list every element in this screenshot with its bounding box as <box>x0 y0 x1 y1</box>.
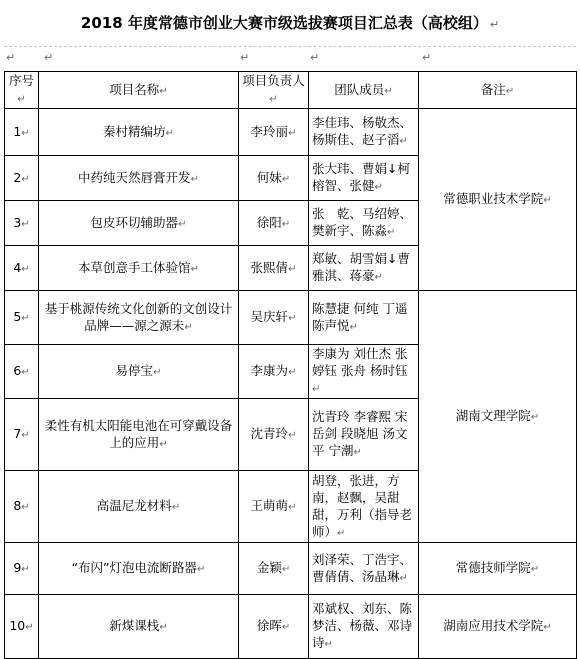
cell-seq: 9↵ <box>5 543 39 595</box>
cell-leader: 徐晖↵ <box>239 595 309 659</box>
cell-remarks: 湖南应用技术学院↵ <box>419 595 577 659</box>
cell-seq: 4↵ <box>5 246 39 291</box>
cell-leader: 李玲丽↵ <box>239 109 309 156</box>
cell-members: 张大玮、曹娟↓柯榕智、张健↵ <box>309 156 419 201</box>
cell-project: “布闪”灯泡电流断路器↵ <box>39 543 239 595</box>
header-row <box>5 72 577 109</box>
spacer-mark: ↵ <box>310 51 320 64</box>
cell-seq: 3↵ <box>5 201 39 246</box>
spacer-mark: ↵ <box>44 51 54 64</box>
cell-project: 易停宝↵ <box>39 345 239 399</box>
cell-leader: 李康为↵ <box>239 345 309 399</box>
cell-project: 柔性有机太阳能电池在可穿戴设备上的应用↵ <box>39 399 239 471</box>
cell-members: 李康为 刘仕杰 张婷钰 张舟 杨时钰↵ <box>309 345 419 399</box>
cell-members: 邓斌权、刘东、陈梦洁、杨薇、邓诗诗↵ <box>309 595 419 659</box>
cell-leader: 王萌萌↵ <box>239 471 309 543</box>
cell-members: 张 乾、马绍婷、樊新宇、陈淼↵ <box>309 201 419 246</box>
cell-project: 新煤课栈↵ <box>39 595 239 659</box>
cell-members: 沈青玲 李睿熙 宋岳剑 段晓旭 汤文平 宁潮↵ <box>309 399 419 471</box>
cell-seq: 10↵ <box>5 595 39 659</box>
cell-seq: 6↵ <box>5 345 39 399</box>
cell-project: 高温尼龙材料↵ <box>39 471 239 543</box>
cell-seq: 8↵ <box>5 471 39 543</box>
project-summary-table <box>4 71 577 659</box>
page-title <box>0 0 580 46</box>
cell-remarks: 常德职业技术学院↵ <box>419 109 577 291</box>
spacer-mark: ↵ <box>422 51 432 64</box>
cell-project: 包皮环切辅助器↵ <box>39 201 239 246</box>
cell-remarks: 常德技师学院↵ <box>419 543 577 595</box>
title-text: 2018 年度常德市创业大赛市级选拔赛项目汇总表（高校组） <box>80 14 488 32</box>
table-row <box>5 543 577 595</box>
header-leader: 项目负责人↵ <box>239 72 309 109</box>
cell-project: 秦村精编坊↵ <box>39 109 239 156</box>
empty-spacer-row <box>4 46 576 72</box>
table-row <box>5 595 577 659</box>
cell-seq: 7↵ <box>5 399 39 471</box>
table-row <box>5 291 577 345</box>
paragraph-mark: ↵ <box>489 18 500 31</box>
cell-leader: 徐阳↵ <box>239 201 309 246</box>
cell-project: 中药纯天然唇膏开发↵ <box>39 156 239 201</box>
cell-remarks: 湖南文理学院↵ <box>419 291 577 543</box>
cell-project: 本草创意手工体验馆↵ <box>39 246 239 291</box>
cell-members: 胡登，张进，方南，赵飘，吴甜甜，万利（指导老师）↵ <box>309 471 419 543</box>
cell-leader: 吴庆轩↵ <box>239 291 309 345</box>
spacer-mark: ↵ <box>240 51 250 64</box>
header-project: 项目名称↵ <box>39 72 239 109</box>
cell-leader: 沈青玲↵ <box>239 399 309 471</box>
cell-members: 陈慧捷 何纯 丁遥 陈声悦↵ <box>309 291 419 345</box>
header-seq: 序号↵ <box>5 72 39 109</box>
cell-project: 基于桃源传统文化创新的文创设计品牌——源之源未↵ <box>39 291 239 345</box>
cell-seq: 1↵ <box>5 109 39 156</box>
cell-seq: 5↵ <box>5 291 39 345</box>
table-row <box>5 109 577 156</box>
cell-members: 郑敏、胡雪娟↓曹雅淇、蒋豪↵ <box>309 246 419 291</box>
cell-leader: 金颖↵ <box>239 543 309 595</box>
header-members: 团队成员↵ <box>309 72 419 109</box>
cell-seq: 2↵ <box>5 156 39 201</box>
cell-members: 刘泽荣、丁浩宇、曹倩倩、汤晶琳↵ <box>309 543 419 595</box>
cell-members: 李佳玮、杨敬杰、杨斯佳、赵子滔↵ <box>309 109 419 156</box>
header-remarks: 备注↵ <box>419 72 577 109</box>
cell-leader: 何妹↵ <box>239 156 309 201</box>
spacer-mark: ↵ <box>6 51 16 64</box>
cell-leader: 张熙倩↵ <box>239 246 309 291</box>
